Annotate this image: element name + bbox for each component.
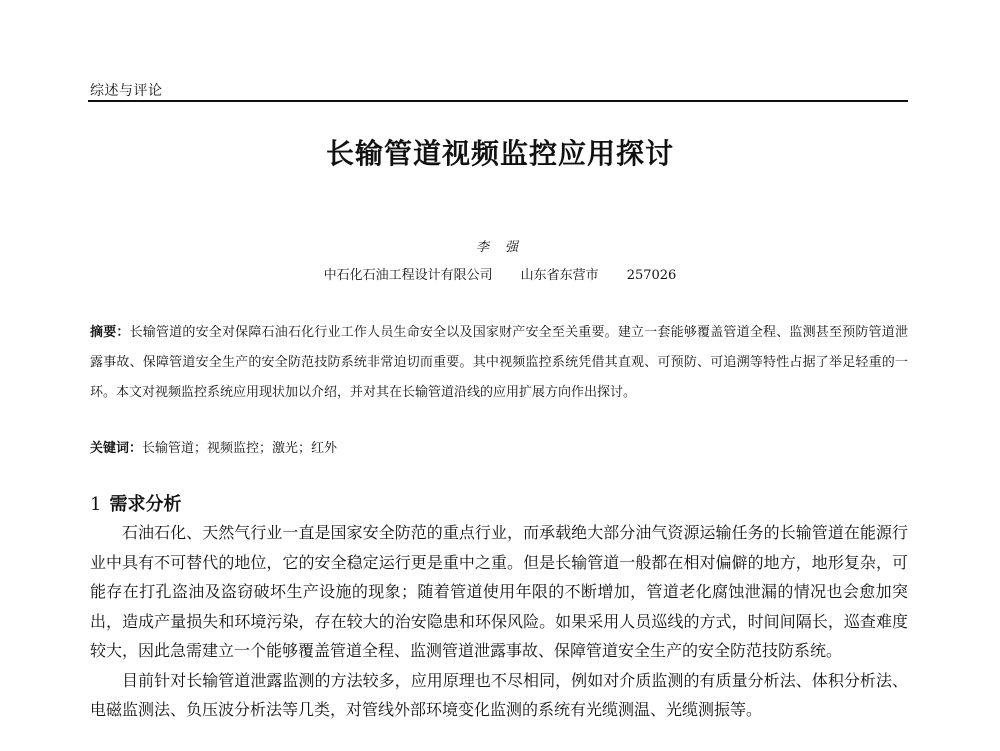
header-rule [88,100,908,102]
section-heading [90,490,181,516]
abstract-label: 摘要： [90,325,130,340]
affiliation-postcode: 257026 [626,268,677,283]
body-paragraph: 目前针对长输管道泄露监测的方法较多，应用原理也不尽相同，例如对介质监测的有质量分析法、体积分析法、电磁监测法、负压波分析法等几类，对管线外部环境变化监测的系统有光缆测温、光缆测振等。 [90,670,908,719]
section-number: 1 [90,494,102,515]
keywords-label: 关键词： [90,441,143,456]
body-paragraph: 石油石化、天然气行业一直是国家安全防范的重点行业，而承载绝大部分油气资源运输任务的长输管道在能源行业中具有不可替代的地位，它的安全稳定运行更是重中之重。但是长输管道一般都在相对偏僻的地方，地形复杂，可能存在打孔盗油及盗窃破坏生产设施的现象；随着管道使用年限的不断增加，管道老化腐蚀泄漏的情况也会愈加突出，造成产量损失和环境污染，存在较大的治安隐患和环保风险。如果采用人员巡线的方式，时间间隔长，巡查难度较大，因此急需建立一个能够覆盖管道全程、监测管道泄露事故、保障管道安全生产的安全防范技防系统。 [90,523,908,660]
abstract-text: 长输管道的安全对保障石油石化行业工作人员生命安全以及国家财产安全至关重要。建立一套能够覆盖管道全程、监测甚至预防管道泄露事故、保障管道安全生产的安全防范技防系统非常迫切而重要。其中视频监控系统凭借其直观、可预防、可追溯等特性占据了举足轻重的一环。本文对视频监控系统应用现状加以介绍，并对其在长输管道沿线的应用扩展方向作出探讨。 [90,325,908,400]
affiliation-institution: 中石化石油工程设计有限公司 [323,268,493,283]
section-body [90,518,908,725]
keywords-text: 长输管道；视频监控；激光；红外 [142,441,338,456]
affiliation-city: 山东省东营市 [520,268,599,283]
section-title: 需求分析 [109,494,182,515]
abstract [90,318,908,408]
author-name: 李 强 [475,240,525,255]
section-tag: 综述与评论 [90,83,163,99]
author-affiliation [0,264,1000,283]
article-title: 长输管道视频监控应用探讨 [325,137,674,170]
keywords [90,436,908,462]
